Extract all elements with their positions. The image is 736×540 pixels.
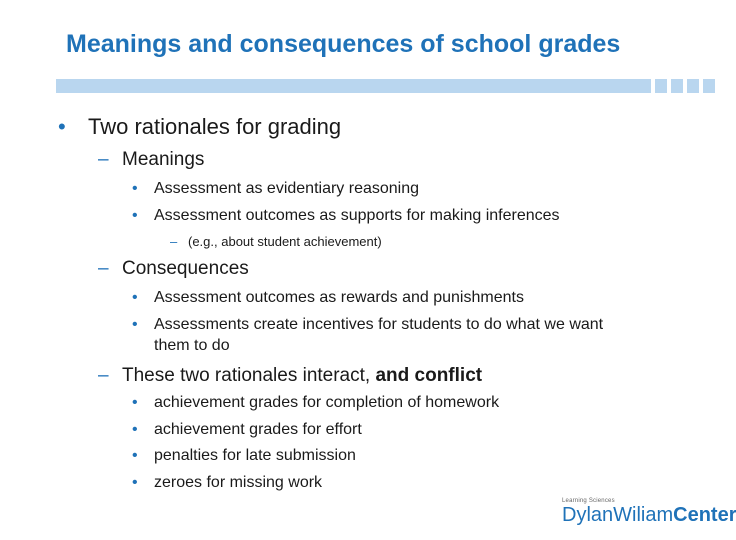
- interact-heading: [98, 365, 482, 387]
- bullet-icon: •: [132, 420, 138, 438]
- meanings-item: [132, 207, 560, 225]
- slide-title: Meanings and consequences of school grades: [66, 30, 621, 58]
- title-rule-bar: [56, 79, 651, 93]
- meanings-item-text: Assessment as evidentiary reasoning: [154, 180, 420, 197]
- consequences-item-continuation: them to do: [154, 337, 230, 354]
- logo-name: [562, 504, 736, 526]
- dash-icon: –: [98, 365, 109, 386]
- title-rule-cell: [671, 79, 683, 93]
- interact-item: [132, 421, 499, 448]
- interact-item-text: achievement grades for effort: [154, 420, 362, 438]
- interact-item: [132, 474, 499, 501]
- interact-item-text: achievement grades for completion of homework: [154, 394, 500, 411]
- bullet-text: Two rationales for grading: [88, 114, 342, 139]
- bullet-icon: •: [132, 394, 138, 411]
- interact-item: [132, 394, 499, 421]
- consequences-item-text: Assessment outcomes as rewards and punishments: [154, 289, 524, 306]
- bullet-icon: •: [132, 180, 138, 197]
- interact-item-text: penalties for late submission: [154, 447, 356, 464]
- dash-icon: –: [170, 234, 178, 249]
- logo-name-regular: DylanWiliam: [562, 504, 674, 526]
- bullet-icon: •: [58, 114, 66, 139]
- logo-tagline: Learning Sciences: [562, 498, 615, 504]
- meanings-item-text: Assessment outcomes as supports for making inferences: [154, 207, 560, 224]
- meanings-subitem: [170, 234, 382, 249]
- bullet-icon: •: [132, 207, 138, 224]
- bullet-icon: •: [132, 289, 138, 306]
- logo-name-bold: Center: [673, 504, 736, 526]
- consequences-heading-text: Consequences: [122, 258, 249, 279]
- interact-list: [132, 394, 499, 500]
- consequences-item: [132, 316, 603, 334]
- title-rule-cell: [703, 79, 715, 93]
- title-rule: [56, 79, 720, 93]
- interact-heading-bold: and conflict: [375, 365, 483, 386]
- title-rule-cell: [655, 79, 667, 93]
- bullet-icon: •: [132, 447, 138, 464]
- bullet-level1: [58, 114, 341, 140]
- interact-item-text: zeroes for missing work: [154, 473, 323, 491]
- meanings-subitem-text: (e.g., about student achievement): [188, 234, 382, 249]
- consequences-heading: [98, 258, 249, 280]
- dash-icon: –: [98, 258, 109, 279]
- dylan-wiliam-center-logo: [562, 498, 736, 526]
- consequences-item: [132, 289, 524, 307]
- meanings-heading-text: Meanings: [122, 149, 205, 170]
- bullet-icon: •: [132, 473, 138, 491]
- consequences-item-text: Assessments create incentives for students to do what we want: [154, 316, 604, 333]
- bullet-icon: •: [132, 316, 138, 333]
- dash-icon: –: [98, 149, 109, 170]
- interact-item: [132, 447, 499, 474]
- meanings-heading: [98, 149, 204, 171]
- title-rule-cell: [687, 79, 699, 93]
- interact-heading-text: These two rationales interact,: [122, 365, 376, 386]
- meanings-item: [132, 180, 419, 198]
